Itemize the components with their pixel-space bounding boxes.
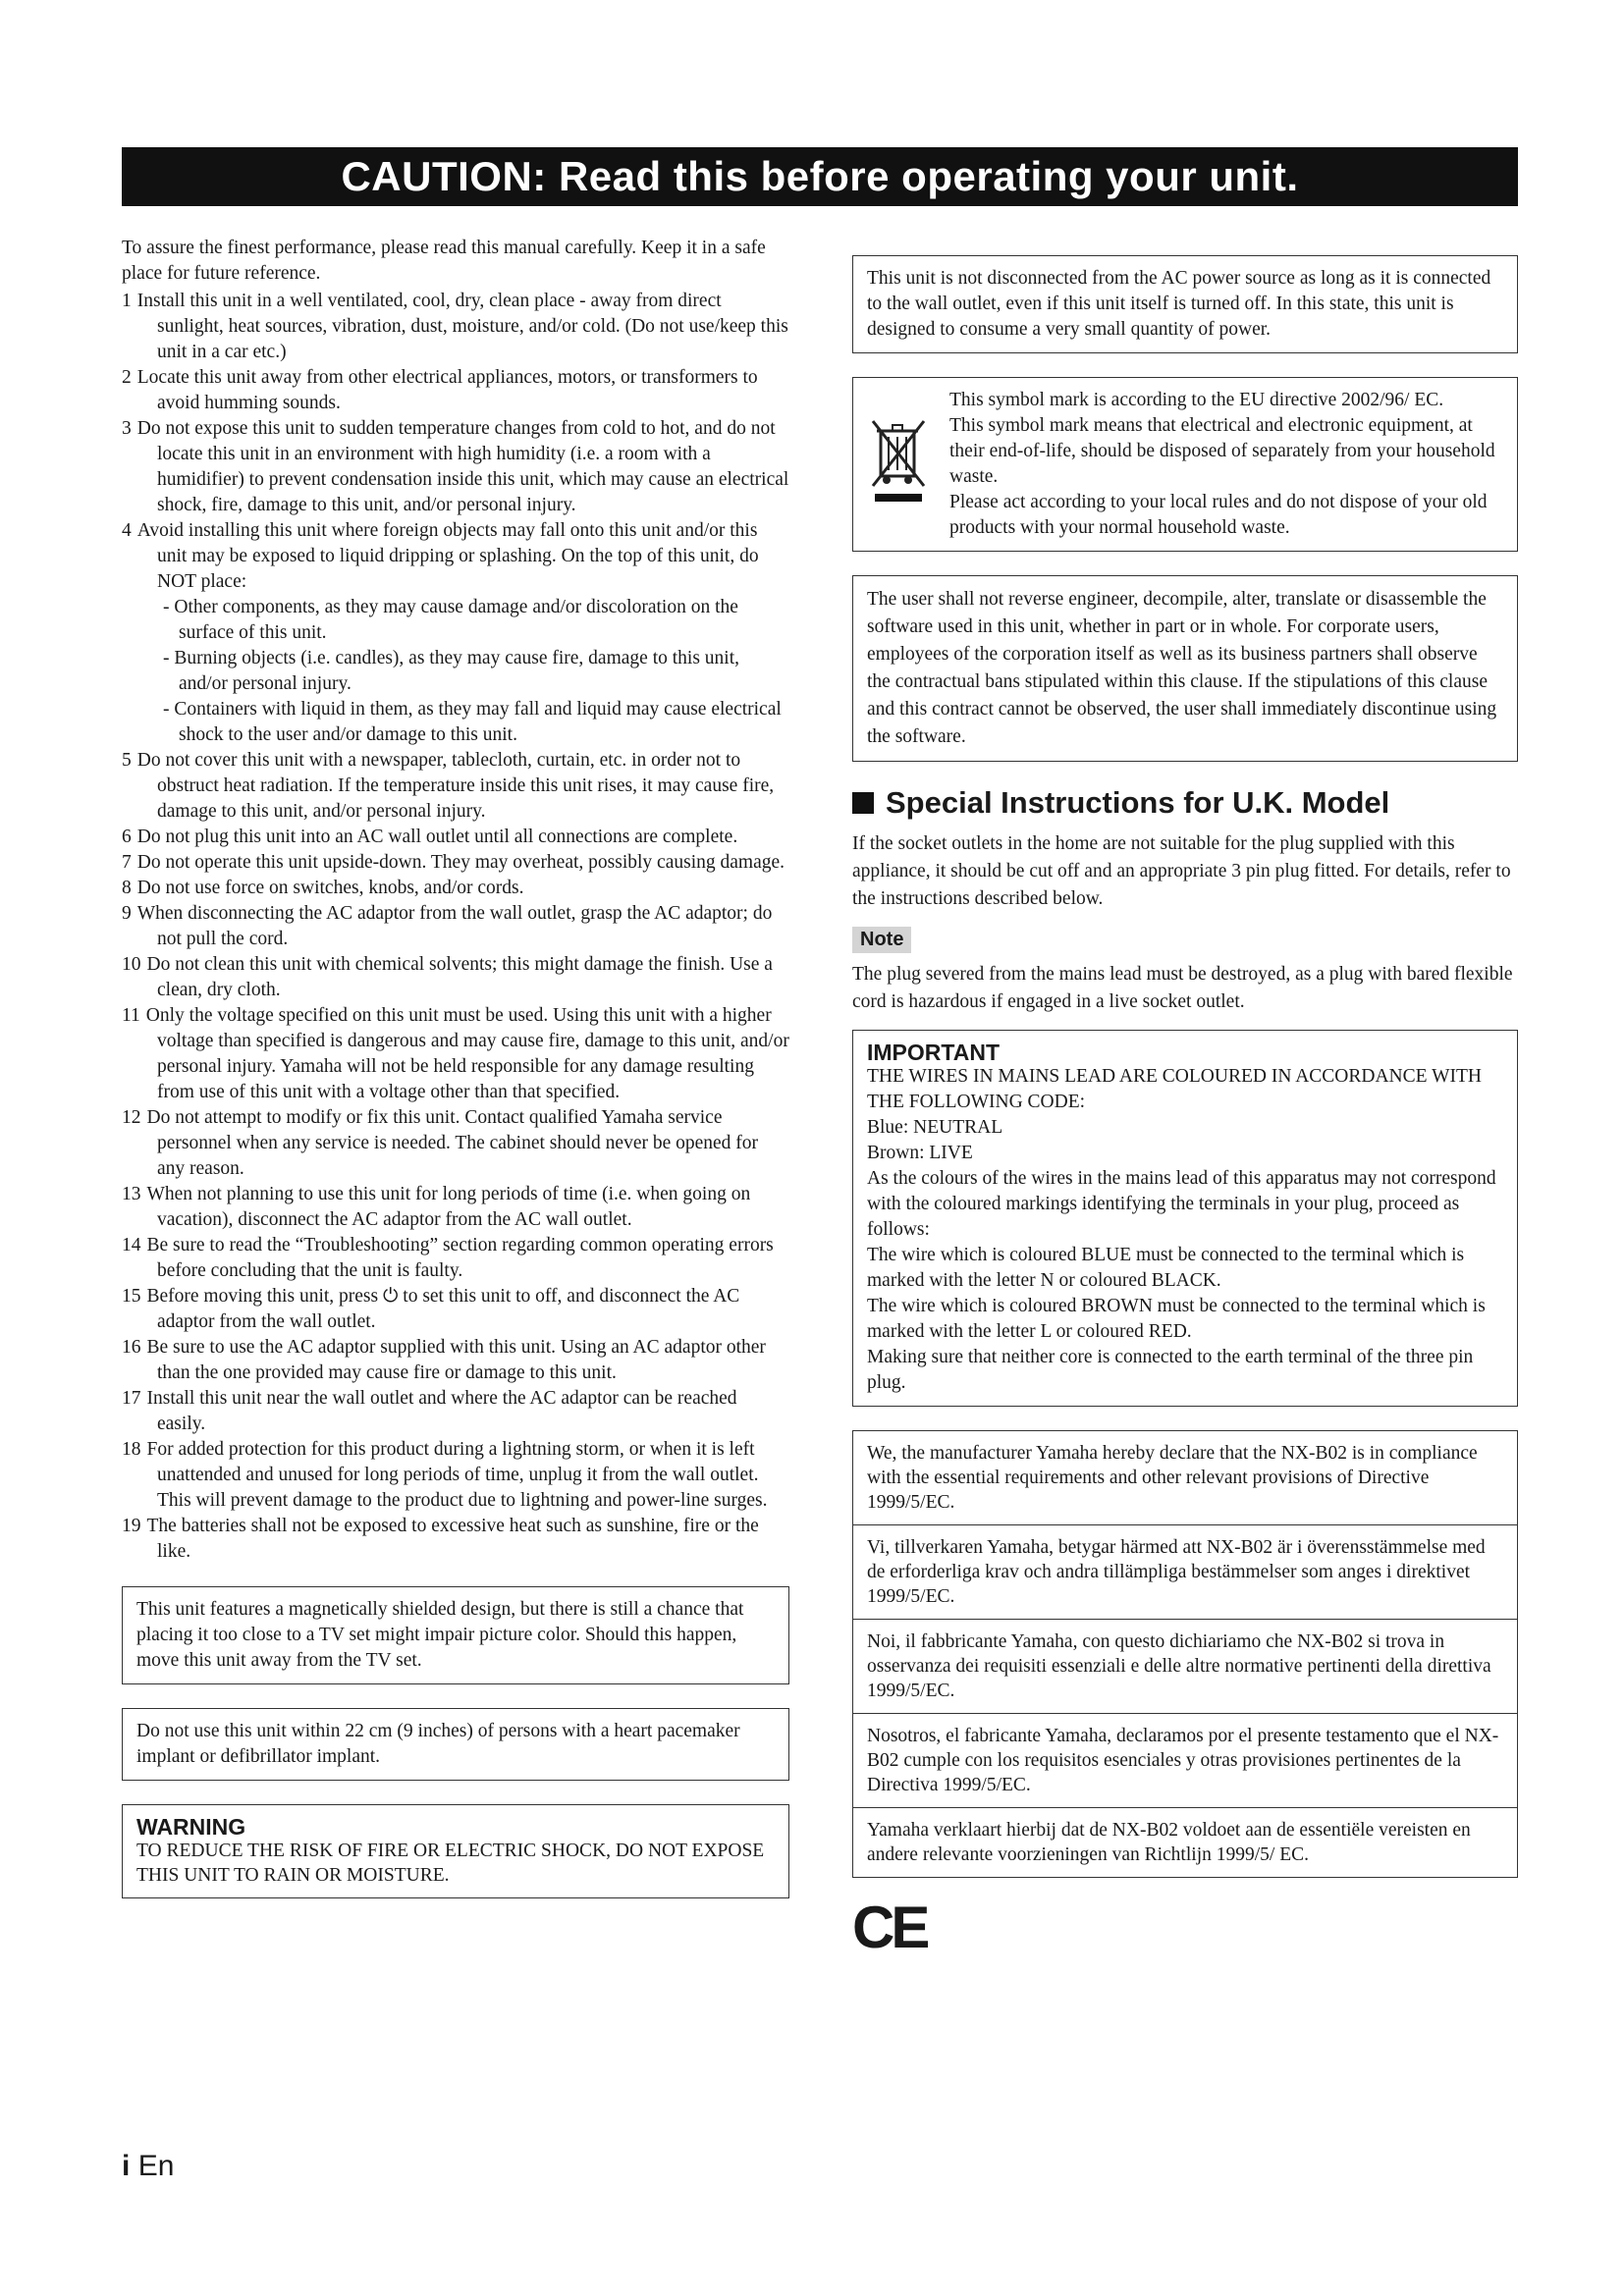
note-text: The plug severed from the mains lead must be destroyed, as a plug with bared flexible cord is hazardous if engaged in a live socket outlet. (852, 964, 1513, 1012)
list-item: 7 Do not operate this unit upside-down. They may overheat, possibly causing damage. (122, 852, 785, 873)
list-item: 1 Install this unit in a well ventilated, cool, dry, clean place - away from direct sunlight, heat sources, vibration, dust, moisture, and/or cold. (Do not use/keep this unit in a car etc.) (122, 291, 788, 362)
sub-list (157, 595, 789, 748)
crossed-bin-icon (867, 417, 930, 510)
pacemaker-text: Do not use this unit within 22 cm (9 inches) of persons with a heart pacemaker implant or defibrillator implant. (136, 1721, 740, 1767)
note-label: Note (852, 927, 911, 953)
special-instructions-text: If the socket outlets in the home are not suitable for the plug supplied with this appliance, it should be cut off and an appropriate 3 pin plug fitted. For details, refer to the instructions described below. (852, 833, 1511, 909)
list-item: 19 The batteries shall not be exposed to excessive heat such as sunshine, fire or the like. (122, 1516, 759, 1562)
list-item: 18 For added protection for this product during a lightning storm, or when it is left unattended and unused for long periods of time, unplug it from the wall outlet. This will prevent damage to the product due to lightning and power-line surges. (122, 1439, 768, 1511)
declarations-box (852, 1430, 1518, 1878)
special-instructions-heading: Special Instructions for U.K. Model (852, 785, 1518, 821)
magnetic-shield-text: This unit features a magnetically shielded design, but there is still a chance that placing it too close to a TV set might impair picture color. Should this happen, move this unit away from the TV set. (136, 1599, 744, 1671)
list-item: 11 Only the voltage specified on this unit must be used. Using this unit with a higher voltage than specified is dangerous and may cause fire, damage to this unit, and/or personal injury. Yamaha will not be held responsible for any damage resulting from use of this unit with a voltage other than that specified. (122, 1005, 789, 1102)
list-item: 15 Before moving this unit, press ⏻ to set this unit to off, and disconnect the AC adaptor from the wall outlet. (122, 1286, 740, 1332)
list-item: 16 Be sure to use the AC adaptor supplied with this unit. Using an AC adaptor other than the one provided may cause fire or damage to this unit. (122, 1337, 766, 1383)
power-box (852, 255, 1518, 353)
list-item: 12 Do not attempt to modify or fix this unit. Contact qualified Yamaha service personnel when any service is needed. The cabinet should never be opened for any reason. (122, 1107, 759, 1179)
list-item: 5 Do not cover this unit with a newspaper, tablecloth, curtain, etc. in order not to obstruct heat radiation. If the temperature inside this unit rises, it may cause fire, damage to this unit, and/or personal injury. (122, 750, 775, 822)
list-item: 3 Do not expose this unit to sudden temperature changes from cold to hot, and do not locate this unit in an environment with high humidity (i.e. a room with a humidifier) to prevent condensation inside this unit, which may cause an electrical shock, fire, damage to this unit, and/or personal injury. (122, 418, 789, 515)
declaration-en: We, the manufacturer Yamaha hereby declare that the NX-B02 is in compliance with the essential requirements and other relevant provisions of Directive 1999/5/EC. (853, 1431, 1517, 1525)
list-item: 13 When not planning to use this unit for long periods of time (i.e. when going on vacation), disconnect the AC adaptor from the AC wall outlet. (122, 1184, 751, 1230)
pacemaker-box (122, 1708, 789, 1781)
declaration-it: Noi, il fabbricante Yamaha, con questo dichiariamo che NX-B02 si trova in osservanza dei requisiti essenziali e delle altre normative pertinenti della direttiva 1999/5/EC. (853, 1620, 1517, 1714)
intro-text: To assure the finest performance, please read this manual carefully. Keep it in a safe place for future reference. (122, 238, 766, 284)
list-item: 4 Avoid installing this unit where foreign objects may fall onto this unit and/or this unit may be exposed to liquid dripping or splashing. On the top of this unit, do NOT place: - Other components, as they may cause damage and/or discoloration on the surface of this unit. - Burning objects (i.e. candles), as they may cause fire, damage to this unit, and/or personal injury. - Containers with liquid in them, as they may fall and liquid may cause electrical shock to the user and/or damage to this unit. (122, 518, 789, 748)
ce-mark-icon: CE (852, 1895, 927, 1960)
caution-banner: CAUTION: Read this before operating your unit. (122, 147, 1518, 206)
weee-box (852, 377, 1518, 552)
power-text: This unit is not disconnected from the AC power source as long as it is connected to the wall outlet, even if this unit itself is turned off. In this state, this unit is designed to consume a very small quantity of power. (867, 268, 1491, 340)
left-column (122, 236, 789, 1898)
sub-list-item: - Containers with liquid in them, as they may fall and liquid may cause electrical shock to the user and/or damage to this unit. (163, 699, 782, 745)
declaration-nl: Yamaha verklaart hierbij dat de NX-B02 voldoet aan de essentiële vereisten en andere relevante voorzieningen van Richtlijn 1999/5/ EC. (867, 1820, 1471, 1865)
sub-list-item: - Other components, as they may cause damage and/or discoloration on the surface of this unit. (163, 597, 738, 643)
warning-box (122, 1804, 789, 1898)
page-number: i En (122, 2150, 175, 2182)
list-item: 9 When disconnecting the AC adaptor from the wall outlet, grasp the AC adaptor; do not pull the cord. (122, 903, 773, 949)
important-title: IMPORTANT (867, 1040, 1001, 1065)
warning-text: TO REDUCE THE RISK OF FIRE OR ELECTRIC SHOCK, DO NOT EXPOSE THIS UNIT TO RAIN OR MOISTURE. (136, 1841, 765, 1886)
list-item: 14 Be sure to read the “Troubleshooting” section regarding common operating errors before concluding that the unit is faulty. (122, 1235, 774, 1281)
important-box: IMPORTANT THE WIRES IN MAINS LEAD ARE COLOURED IN ACCORDANCE WITH THE FOLLOWING CODE: Blue: NEUTRAL Brown: LIVE As the colours of the wires in the mains lead of this apparatus may not correspond with the coloured markings identifying the terminals in your plug, proceed as follows: The wire which is coloured BLUE must be connected to the terminal which is marked with the letter N or coloured BLACK. The wire which is coloured BROWN must be connected to the terminal which is marked with the letter L or coloured RED. Making sure that neither core is connected to the earth terminal of the three pin plug. (852, 1030, 1518, 1407)
list-item: 2 Locate this unit away from other electrical appliances, motors, or transformers to avoid humming sounds. (122, 367, 758, 413)
software-text: The user shall not reverse engineer, decompile, alter, translate or disassemble the software used in this unit, whether in part or in whole. For corporate users, employees of the corporation itself as well as its business partners shall observe the contractual bans stipulated within this clause. If the stipulations of this clause and this contract cannot be observed, the user shall immediately discontinue using the software. (867, 589, 1497, 747)
list-item: 8 Do not use force on switches, knobs, and/or cords. (122, 878, 524, 898)
weee-text: This symbol mark is according to the EU directive 2002/96/ EC. This symbol mark means that electrical and electronic equipment, at their end-of-life, should be disposed of separately from your household waste. Please act according to your local rules and do not dispose of your old products with your normal household waste. (949, 390, 1495, 538)
sub-list-item: - Burning objects (i.e. candles), as they may cause fire, damage to this unit, and/or personal injury. (163, 648, 739, 694)
software-box (852, 575, 1518, 762)
declaration-sv: Vi, tillverkaren Yamaha, betygar härmed att NX-B02 är i överensstämmelse med de erforderliga krav och andra tillämpliga bestämmelser som anges i direktivet 1999/5/EC. (853, 1525, 1517, 1620)
declaration-es: Nosotros, el fabricante Yamaha, declaramos por el presente testamento que el NX-B02 cumple con los requisitos esenciales y otras provisiones pertinentes de la Directiva 1999/5/EC. (853, 1714, 1517, 1808)
magnetic-shield-box (122, 1586, 789, 1684)
list-item: 17 Install this unit near the wall outlet and where the AC adaptor can be reached easily. (122, 1388, 737, 1434)
list-item: 10 Do not clean this unit with chemical solvents; this might damage the finish. Use a clean, dry cloth. (122, 954, 773, 1000)
warning-title: WARNING (136, 1814, 246, 1840)
caution-list (122, 289, 789, 1565)
square-bullet-icon (852, 792, 874, 814)
list-item: 6 Do not plug this unit into an AC wall outlet until all connections are complete. (122, 827, 738, 847)
right-column (852, 255, 1518, 1961)
